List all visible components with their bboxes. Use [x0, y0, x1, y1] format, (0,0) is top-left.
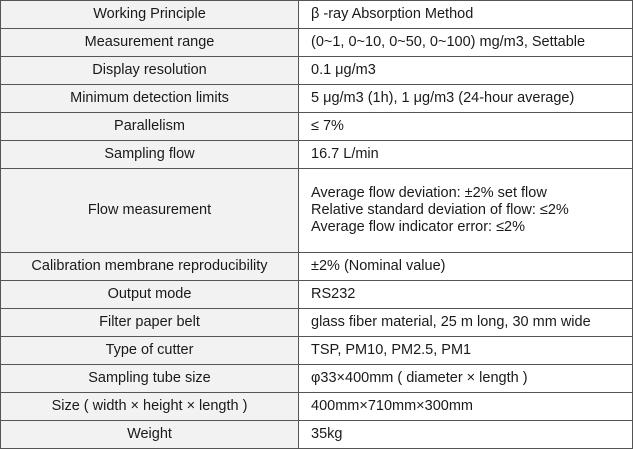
row-label: Filter paper belt	[1, 309, 299, 337]
table-row	[1, 337, 633, 365]
value-line: 400mm×710mm×300mm	[311, 398, 473, 414]
table-row	[1, 169, 633, 253]
row-value	[299, 29, 633, 57]
row-label: Size ( width × height × length )	[1, 393, 299, 421]
value-line: Average flow deviation: ±2% set flow	[311, 185, 547, 201]
row-value	[299, 309, 633, 337]
row-label: Display resolution	[1, 57, 299, 85]
row-value	[299, 57, 633, 85]
value-line: Average flow indicator error: ≤2%	[311, 219, 526, 235]
value-line: 16.7 L/min	[311, 146, 379, 162]
row-label: Type of cutter	[1, 337, 299, 365]
value-line: 5 μg/m3 (1h), 1 μg/m3 (24-hour average)	[311, 90, 575, 106]
row-label: Weight	[1, 421, 299, 449]
row-label: Sampling tube size	[1, 365, 299, 393]
row-value	[299, 113, 633, 141]
table-row	[1, 141, 633, 169]
row-value	[299, 85, 633, 113]
row-label: Calibration membrane reproducibility	[1, 253, 299, 281]
row-label: Output mode	[1, 281, 299, 309]
row-label: Measurement range	[1, 29, 299, 57]
row-value	[299, 365, 633, 393]
value-line: RS232	[311, 286, 356, 302]
table-row	[1, 365, 633, 393]
value-line: β -ray Absorption Method	[311, 6, 474, 22]
table-row	[1, 1, 633, 29]
row-value	[299, 421, 633, 449]
value-line: 35kg	[311, 426, 343, 442]
row-value	[299, 281, 633, 309]
table-row	[1, 29, 633, 57]
table-row	[1, 85, 633, 113]
value-line: glass fiber material, 25 m long, 30 mm wide	[311, 314, 591, 330]
row-value	[299, 169, 633, 253]
table-row	[1, 57, 633, 85]
row-label: Minimum detection limits	[1, 85, 299, 113]
value-line: 0.1 μg/m3	[311, 62, 376, 78]
table-row	[1, 309, 633, 337]
table-row	[1, 253, 633, 281]
row-value	[299, 253, 633, 281]
value-line: (0~1, 0~10, 0~50, 0~100) mg/m3, Settable	[311, 34, 586, 50]
row-value	[299, 393, 633, 421]
row-label: Working Principle	[1, 1, 299, 29]
table-row	[1, 393, 633, 421]
row-value	[299, 337, 633, 365]
row-label: Flow measurement	[1, 169, 299, 253]
value-line: φ33×400mm ( diameter × length )	[311, 370, 528, 386]
value-line: ≤ 7%	[311, 118, 344, 134]
row-value	[299, 1, 633, 29]
row-label: Sampling flow	[1, 141, 299, 169]
table-row	[1, 281, 633, 309]
value-line: TSP, PM10, PM2.5, PM1	[311, 342, 472, 358]
table-row	[1, 113, 633, 141]
value-line: Relative standard deviation of flow: ≤2%	[311, 202, 569, 218]
row-label: Parallelism	[1, 113, 299, 141]
table-row	[1, 421, 633, 449]
value-line: ±2% (Nominal value)	[311, 258, 446, 274]
row-value	[299, 141, 633, 169]
